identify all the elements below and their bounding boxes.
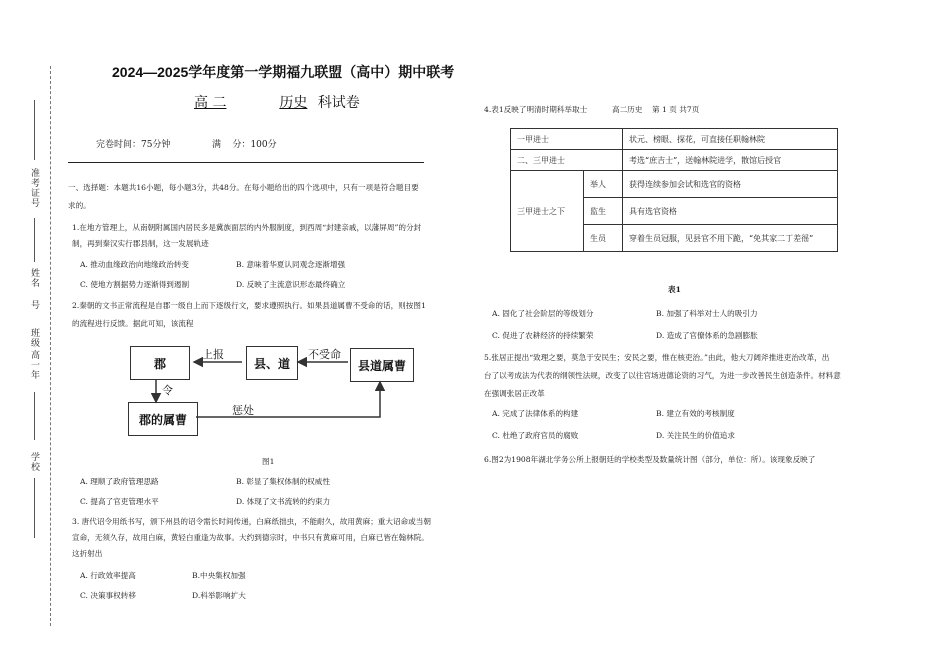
time-label: 完卷时间：75分钟 [96,140,171,150]
table-cell-group: 三甲进士之下 [511,171,584,252]
q3-option-d: D.科举影响扩大 [192,591,246,600]
q1-option-a: A. 推动血缘政治向地缘政治转变 [80,260,190,269]
table-cell-label: 一甲进士 [511,129,623,150]
q4-option-b: B. 加强了科举对士人的吸引力 [656,309,758,318]
q5-stem-line1: 5.张居正提出“致理之要，莫急于安民生；安民之要，惟在核吏治。”由此，他大刀阔斧推进吏治改革，出 [484,353,830,362]
q6-stem: 6.图2为1908年湖北学务公所上报朝廷的学校类型及数量统计图（部分，单位：所）。该现象反映了 [484,455,816,464]
q1-stem-line1: 1.在地方管理上，从南朝附属国内居民多是冀族面层的内外服制度，到西周“封建亲戚，以藩屏周”的分封 [72,223,422,232]
box-jun-clerks: 郡的属曹 [128,402,198,436]
binding-blank-name [34,218,35,262]
binding-field-name: 姓名 [29,268,39,288]
label-refuse: 不受命 [308,348,341,361]
binding-field-class: 班级 [29,328,39,348]
q4-stem: 4.表1反映了明清时期科举取士 [484,105,588,114]
q1-option-c: C. 使地方割据势力逐渐得到遏制 [80,280,190,289]
q3-stem-line1: 3. 唐代诏令用纸书写，颁下州县的诏令需长时间传递，白麻纸拙虫，不能耐久，故用黄麻；重大诏命或当朝 [72,517,431,526]
q5-option-c: C. 杜绝了政府官员的腐败 [492,431,579,440]
binding-field-number: 号 [29,300,39,310]
table-cell-content: 具有选官资格 [623,198,838,225]
exam-title: 2024—2025学年度第一学期福九联盟（高中）期中联考 [112,64,455,80]
header-divider [68,162,424,163]
label-report: 上报 [202,348,224,361]
q1-stem-line2: 制，再到秦汉实行郡县制，这一发展轨迹 [72,239,209,248]
binding-blank-exam-id [34,100,35,160]
q3-stem-line2: 宣命，无须久存，故用白麻，黄轻白重逢为故事。大约到德宗时，中书只有黄麻可用，白麻已皆在翰林院。 [72,533,429,542]
paper-suffix: 科试卷 [317,95,360,111]
q1-option-d: D. 反映了主流意识形态最终确立 [236,280,346,289]
q5-option-a: A. 完成了法律体系的构建 [492,409,579,418]
table-row [511,129,838,150]
q4-option-d: D. 造成了官僚体系的急剧膨胀 [656,331,758,340]
q3-option-b: B.中央集权加强 [192,571,246,580]
label-order: 令 [162,384,173,397]
q3-option-a: A. 行政效率提高 [80,571,136,580]
paper-subtitle [184,92,360,112]
binding-line [50,66,51,626]
table-cell-content: 状元、榜眼、探花，可直接任职翰林院 [623,129,838,150]
q5-option-d: D. 关注民生的价值追求 [656,431,735,440]
q2-stem-line1: 2.秦朝的文书正常流程是自郡一级自上而下逐级行文，要求遵照执行。如果县道属曹不受命的话，则按图1 [72,301,426,310]
binding-field-grade: 高一年 [29,350,39,380]
binding-field-school: 学校 [29,452,39,472]
figure1-diagram [126,344,416,444]
q5-stem-line2: 台了以考成法为代表的纲领性法规，改变了以往官场进德论资的习气，为进一步改善民生创造条件。材料意 [484,371,841,380]
table-cell-content: 穿着生员冠服，见县官不用下跪，“免其家二丁差徭” [623,225,838,252]
q5-stem-line3: 在强调张居正改革 [484,389,545,398]
q3-option-c: C. 决策事权转移 [80,591,136,600]
q2-stem-line2: 的流程进行反馈。据此可知，该流程 [72,319,194,328]
table1 [510,128,838,252]
q4-option-a: A. 固化了社会阶层的等级划分 [492,309,594,318]
box-jun: 郡 [130,346,190,380]
arrow-punish [196,382,380,417]
table-cell-sublabel: 监生 [584,198,623,225]
q3-stem-line3: 这折射出 [72,549,103,558]
q2-option-a: A. 理顺了政府管理思路 [80,477,159,486]
section-heading-line2: 求的。 [68,201,91,210]
table-cell-content: 考选“庶吉士”，送翰林院进学，散馆后授官 [623,150,838,171]
label-punish: 惩处 [232,404,254,417]
q2-option-b: B. 彰显了集权体制的权威性 [236,477,330,486]
q5-option-b: B. 建立有效的考核制度 [656,409,735,418]
table-row [511,150,838,171]
box-county-clerks: 县道属曹 [350,348,414,382]
box-county: 县、道 [246,346,298,380]
page-info: 高二历史 第 1 页 共7页 [612,105,700,114]
binding-blank-school [34,478,35,538]
q1-option-b: B. 意味着华夏认同观念逐渐增强 [236,260,346,269]
figure1-caption: 图1 [262,457,275,466]
binding-blank-grade [34,392,35,440]
q4-option-c: C. 促进了农耕经济的持续繁荣 [492,331,594,340]
table-cell-sublabel: 举人 [584,171,623,198]
q2-option-d: D. 体现了文书流转的约束力 [236,497,331,506]
table-cell-sublabel: 生员 [584,225,623,252]
table1-caption: 表1 [668,285,681,294]
table-cell-content: 获得连续参加会试和选官的资格 [623,171,838,198]
binding-field-exam-id: 准考证号 [29,168,39,208]
subject-label: 历史 [279,95,308,111]
section-heading-line1: 一、选择题：本题共16小题，每小题3分，共48分。在每小题给出的四个选项中，只有一项是符合题目要 [68,183,419,192]
score-label: 满 分：100分 [212,140,277,150]
q2-option-c: C. 提高了官吏管理水平 [80,497,159,506]
table-cell-label: 二、三甲进士 [511,150,623,171]
table-row [511,171,838,198]
grade-label: 高 二 [194,95,227,111]
